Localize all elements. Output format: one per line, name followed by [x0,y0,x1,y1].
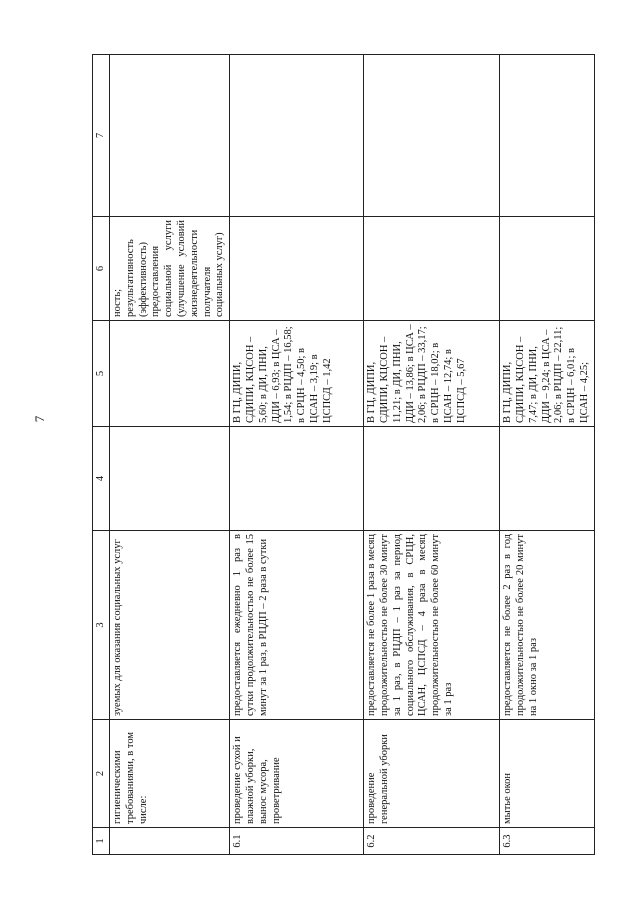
column-7-cell [364,55,500,217]
column-4-cell [364,427,500,531]
column-7-cell [500,55,595,217]
row-number: 6.1 [230,828,364,855]
rotated-table-container [92,55,590,855]
header-cell: 2 [93,720,110,828]
row-number: 6.2 [364,828,500,855]
column-4-cell [500,427,595,531]
service-name: мытье окон [500,720,595,828]
table-row [230,55,364,855]
row-number [110,828,230,855]
service-description: предоставляется не более 1 раза в месяц продолжительностью не более 30 минут за 1 раз, в РЦДП – 1 раз за период социального обслуживания, в СРЦН, ЦСАН, ЦСПСД – 4 раза в месяц продолжительностью не более 60 минут за 1 раз [364,531,500,720]
column-7-cell [110,55,230,217]
service-description: зуемых для оказания социальных услуг [110,531,230,720]
providers-cell [110,321,230,427]
providers-cell: В ГЦ, ДИПИ, СДИПИ, КЦСОН – 7,47; в ДИ, ПНИ, ДДИ – 9,24; в ЦСА – 2,06; в РЦДП – 22,11; в СРЦН – 6,01; в ЦСАН – 4,25; [500,321,595,427]
column-4-cell [110,427,230,531]
page-number: 7 [32,415,47,423]
result-cell: ность; результативность (эффективность) предоставления социальной услуги (улучшение условий жизнедеятельности получателя социальных услуг) [110,217,230,321]
result-cell [230,217,364,321]
header-cell: 3 [93,531,110,720]
service-name: проведение генеральной уборки [364,720,500,828]
header-cell: 7 [93,55,110,217]
service-description: предоставляется ежедневно 1 раз в сутки продолжительностью не более 15 минут за 1 раз, в РЦДП – 2 раза в сутки [230,531,364,720]
providers-cell: В ГЦ, ДИПИ, СДИПИ, КЦСОН – 11,21; в ДИ, ПНИ, ДДИ – 13,86; в ЦСА – 2,06; в РЦДП – 33,17; в СРЦН – 18,02; в ЦСАН – 12,74; в ЦСПСД – 5,67 [364,321,500,427]
services-table [92,54,595,855]
header-row [93,55,110,855]
header-cell: 6 [93,217,110,321]
table-row [500,55,595,855]
header-cell: 1 [93,828,110,855]
table-row [110,55,230,855]
row-number: 6.3 [500,828,595,855]
service-name: проведение сухой и влажной уборки, вынос мусора, проветривание [230,720,364,828]
service-description: предоставляется не более 2 раз в год продолжительностью не более 20 минут на 1 окно за 1 раз [500,531,595,720]
providers-cell: В ГЦ, ДИПИ, СДИПИ, КЦСОН – 5,60; в ДИ, ПНИ, ДДИ – 6,93; в ЦСА – 1,54; в РЦДП – 16,58; в СРЦН – 4,50; в ЦСАН – 3,19; в ЦСПСД – 1,42 [230,321,364,427]
header-cell: 5 [93,321,110,427]
table-row [364,55,500,855]
result-cell [500,217,595,321]
service-name: гигиеническими требованиями, в том числе: [110,720,230,828]
result-cell [364,217,500,321]
column-7-cell [230,55,364,217]
column-4-cell [230,427,364,531]
header-cell: 4 [93,427,110,531]
